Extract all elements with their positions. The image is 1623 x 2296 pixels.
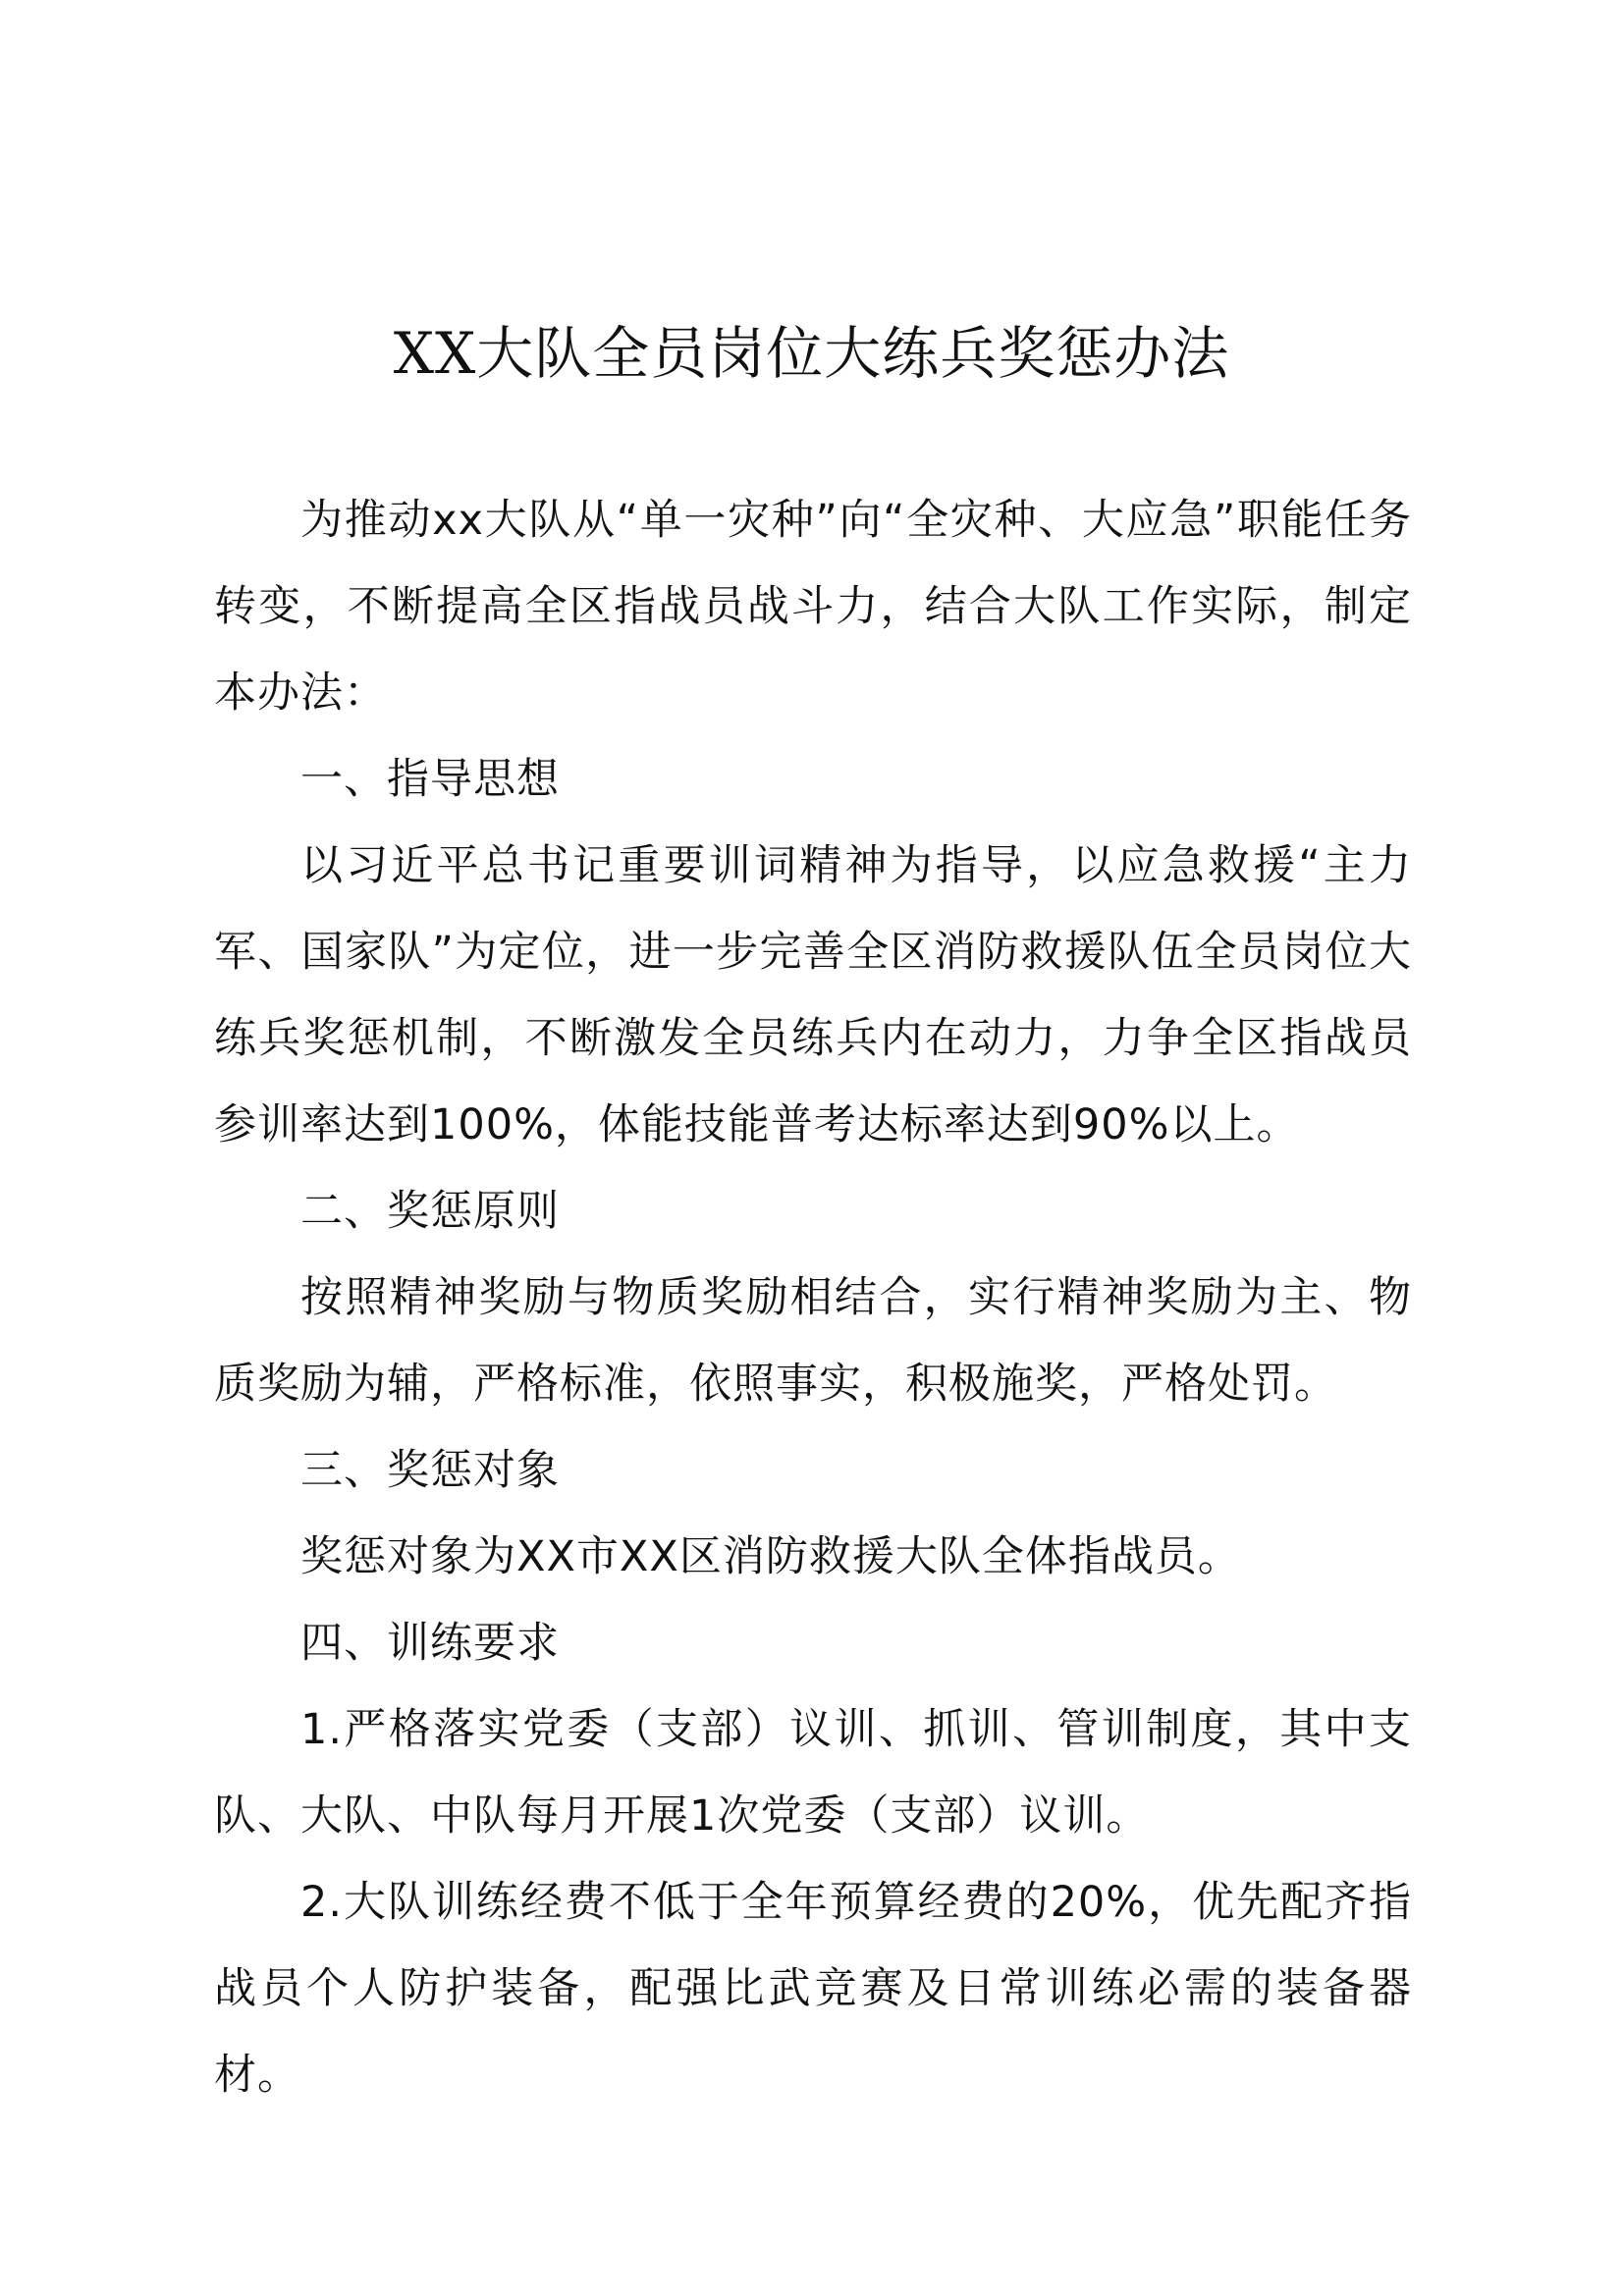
document-body	[214, 477, 1412, 2118]
section-heading-targets: 三、奖惩对象	[300, 1446, 560, 1495]
training-requirement-item-2: 2.大队训练经费不低于全年预算经费的20%，优先配齐指战员个人防护装备，配强比武竞赛及日常训练必需的装备器材。	[214, 1878, 1412, 2100]
section-heading-guiding-ideology: 一、指导思想	[300, 755, 560, 804]
section-heading-training-requirements: 四、训练要求	[300, 1619, 560, 1668]
guiding-ideology-paragraph: 以习近平总书记重要训词精神为指导，以应急救援“主力军、国家队”为定位，进一步完善全区消防救援队伍全员岗位大练兵奖惩机制，不断激发全员练兵内在动力，力争全区指战员参训率达到100%，体能技能普考达标率达到90%以上。	[214, 841, 1412, 1149]
intro-paragraph: 为推动xx大队从“单一灾种”向“全灾种、大应急”职能任务转变，不断提高全区指战员战斗力，结合大队工作实际，制定本办法：	[214, 496, 1412, 718]
section-heading-principles: 二、奖惩原则	[300, 1187, 560, 1236]
training-requirement-item-1: 1.严格落实党委（支部）议训、抓训、管训制度，其中支队、大队、中队每月开展1次党委（支部）议训。	[214, 1705, 1412, 1841]
targets-paragraph: 奖惩对象为XX市XX区消防救援大队全体指战员。	[300, 1532, 1241, 1581]
principles-paragraph: 按照精神奖励与物质奖励相结合，实行精神奖励为主、物质奖励为辅，严格标准，依照事实，积极施奖，严格处罚。	[214, 1273, 1412, 1409]
document-title: XX大队全员岗位大练兵奖惩办法	[393, 320, 1230, 387]
